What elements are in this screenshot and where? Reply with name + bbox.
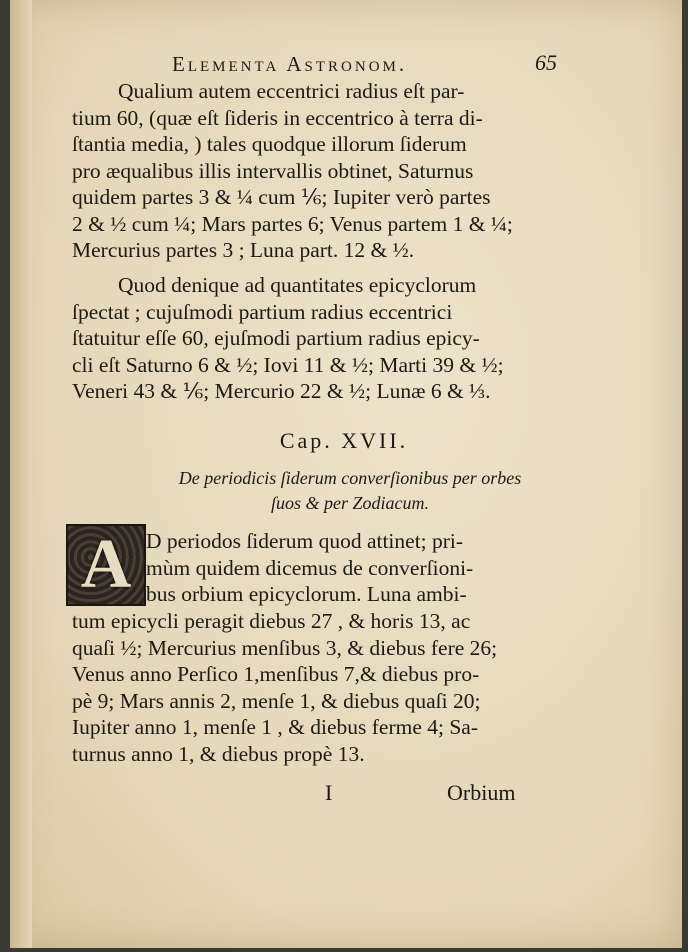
running-title: Elementa Astronom. xyxy=(172,52,408,76)
chapter-subtitle-line: ſuos & per Zodiacum. xyxy=(270,493,429,513)
chapter-subtitle-line: De periodicis ſiderum converſionibus per orbes xyxy=(178,468,522,488)
text-line: Quod denique ad quantitates epicyclorum xyxy=(118,273,477,297)
page-header xyxy=(172,48,557,78)
text-line: mùm quidem dicemus de converſioni- xyxy=(146,555,474,580)
chapter-subtitle xyxy=(100,466,600,516)
text-line: cli eſt Saturno 6 & ½; Iovi 11 & ½; Marti 39 & ½; xyxy=(72,352,504,377)
paragraph-2 xyxy=(72,272,504,405)
paragraph-1 xyxy=(72,78,513,264)
chapter-heading: Cap. XVII. xyxy=(279,428,409,453)
text-line: ſtatuitur eſſe 60, ejuſmodi partium radius epicy- xyxy=(72,326,480,350)
text-line: bus orbium epicyclorum. Luna ambi- xyxy=(146,582,467,606)
text-line: tum epicycli peragit diebus 27 , & horis 13, ac xyxy=(72,609,471,633)
text-line: turnus anno 1, & diebus propè 13. xyxy=(72,741,365,766)
text-line: Iupiter anno 1, menſe 1 , & diebus ferme 4; Sa- xyxy=(72,715,479,739)
page-gutter xyxy=(10,0,32,948)
page-number: 65 xyxy=(535,50,557,75)
dropcap-letter: A xyxy=(80,526,132,603)
text-line: pè 9; Mars annis 2, menſe 1, & diebus quaſi 20; xyxy=(72,688,481,713)
text-line: Qualium autem eccentrici radius eſt par- xyxy=(118,79,465,103)
text-line: pro æqualibus illis intervallis obtinet, Saturnus xyxy=(72,158,474,183)
text-line: Venus anno Perſico 1,menſibus 7,& diebus pro- xyxy=(72,662,480,686)
catchword: Orbium xyxy=(447,780,516,805)
text-line: quidem partes 3 & ¼ cum ⅙; Iupiter verò partes xyxy=(72,185,491,209)
text-line: Veneri 43 & ⅙; Mercurio 22 & ½; Lunæ 6 & ⅓. xyxy=(72,379,491,403)
text-line: ſpectat ; cujuſmodi partium radius eccentrici xyxy=(72,299,453,324)
text-line: quaſi ½; Mercurius menſibus 3, & diebus fere 26; xyxy=(72,635,498,660)
signature-mark: I xyxy=(325,780,333,805)
decorated-initial xyxy=(66,524,146,606)
text-line: 2 & ½ cum ¼; Mars partes 6; Venus partem 1 & ¼; xyxy=(72,211,513,236)
text-line: ſtantia media, ) tales quodque illorum ſiderum xyxy=(72,132,467,156)
text-line: Mercurius partes 3 ; Luna part. 12 & ½. xyxy=(72,238,415,262)
paragraph-3-top xyxy=(146,528,473,608)
text-line: D periodos ſiderum quod attinet; pri- xyxy=(146,529,464,553)
paragraph-3-body xyxy=(72,608,497,767)
text-line: tium 60, (quæ eſt ſideris in eccentrico à terra di- xyxy=(72,105,483,130)
